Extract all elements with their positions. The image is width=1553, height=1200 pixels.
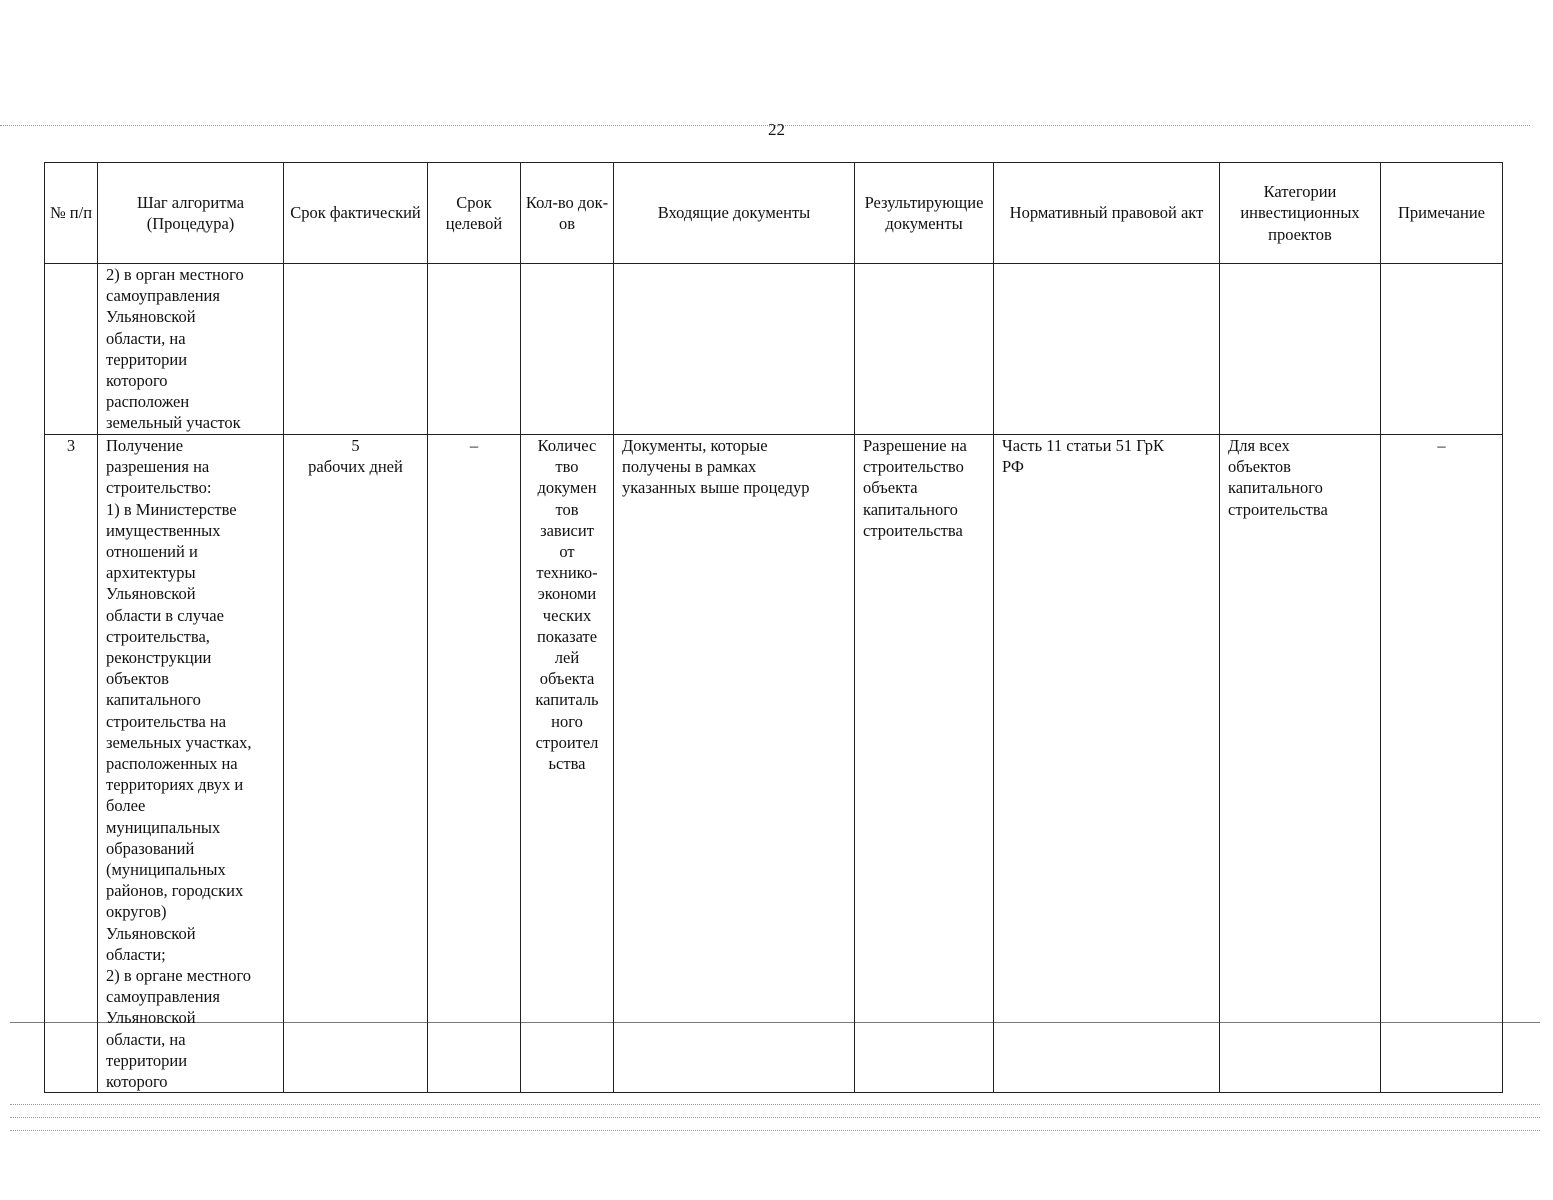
scan-line-bottom-3 (10, 1117, 1540, 1118)
cell-doc-count: Количес тво докумен тов зависит от технико- экономи ческих показате лей объекта капиталь ного строител ьства (521, 435, 614, 1093)
cell-target-term (428, 264, 521, 435)
header-doc-count: Кол-во док-ов (521, 163, 614, 264)
header-input-docs: Входящие документы (614, 163, 855, 264)
cell-categories (1220, 264, 1381, 435)
page-number: 22 (768, 120, 785, 139)
table-header-row (45, 163, 1503, 264)
cell-result-docs: Разрешение на строительство объекта капитального строительства (855, 435, 994, 1093)
scan-line-top (0, 125, 1530, 126)
header-actual-term: Срок фактический (284, 163, 428, 264)
cell-legal-act: Часть 11 статьи 51 ГрК РФ (994, 435, 1220, 1093)
table-row (45, 435, 1503, 1093)
cell-input-docs: Документы, которые получены в рамках указанных выше процедур (614, 435, 855, 1093)
cell-step: 2) в орган местного самоуправления Ульяновской области, на территории которого расположен земельный участок (98, 264, 284, 435)
cell-num: 3 (45, 435, 98, 1093)
cell-target-term: – (428, 435, 521, 1093)
cell-step: Получение разрешения на строительство: 1) в Министерстве имущественных отношений и архитектуры Ульяновской области в случае строительства, реконструкции объектов капитального строительства на земельных участках, расположенных на территориях двух и более муниципальных образований (муниципальных районов, городских округов) Ульяновской области; 2) в органе местного самоуправления Ульяновской области, на территории которого (98, 435, 284, 1093)
cell-legal-act (994, 264, 1220, 435)
cell-note: – (1381, 435, 1503, 1093)
header-categories: Категории инвестиционных проектов (1220, 163, 1381, 264)
cell-doc-count (521, 264, 614, 435)
cell-categories: Для всех объектов капитального строительства (1220, 435, 1381, 1093)
cell-num (45, 264, 98, 435)
header-note: Примечание (1381, 163, 1503, 264)
table-row (45, 264, 1503, 435)
cell-input-docs (614, 264, 855, 435)
scan-line-bottom-4 (10, 1130, 1540, 1131)
header-target-term: Срок целевой (428, 163, 521, 264)
scan-line-bottom-2 (10, 1104, 1540, 1105)
cell-result-docs (855, 264, 994, 435)
header-legal-act: Нормативный правовой акт (994, 163, 1220, 264)
header-num: № п/п (45, 163, 98, 264)
cell-actual-term: 5 рабочих дней (284, 435, 428, 1093)
header-result-docs: Результирующие документы (855, 163, 994, 264)
procedure-table (44, 162, 1503, 1093)
cell-actual-term (284, 264, 428, 435)
header-step: Шаг алгоритма (Процедура) (98, 163, 284, 264)
cell-note (1381, 264, 1503, 435)
